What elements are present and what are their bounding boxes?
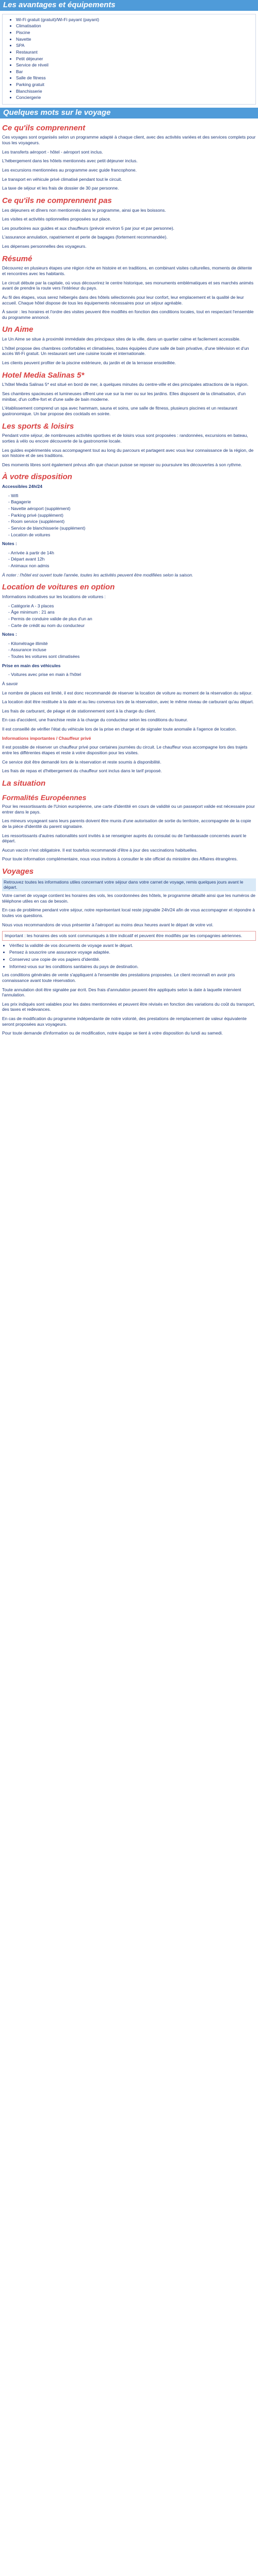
hotel-paragraph: L'hôtel propose des chambres confortables et climatisées, toutes équipées d'une salle de bain privative, d'une télévision et d'un accès Wi-Fi gratuit. Un restaurant sert une cuisine locale et internationale. <box>2 345 249 357</box>
closing-final-paragraph: Les conditions générales de vente s'appliquent à l'ensemble des prestations proposées. Le client reconnaît en avoir pris connaissance avant toute réservation. <box>2 972 235 983</box>
formalities-title: La situation <box>2 778 46 788</box>
section-title: Ce qu'ils ne comprennent pas <box>2 196 112 205</box>
closing-title: Voyages <box>2 867 34 876</box>
feature-item: • Restaurant <box>16 49 255 55</box>
summary-paragraph: Le circuit débute par la capitale, où vous découvrirez le centre historique, ses monuments emblématiques et ses marchés animés avant de prendre la route vers l'intérieur du pays. <box>2 280 254 291</box>
faq-header: Quelques mots sur le voyage <box>0 108 258 118</box>
section-paragraph: La taxe de séjour et les frais de dossier de 30 par personne. <box>2 185 119 191</box>
price-item: - Service de blanchisserie (supplément) <box>8 526 256 531</box>
summary-paragraphs <box>2 265 256 320</box>
section-paragraph: Les pourboires aux guides et aux chauffeurs (prévoir environ 5 par jour et par personne). <box>2 225 174 231</box>
section-paragraph: Le transport en véhicule privé climatisé pendant tout le circuit. <box>2 176 122 182</box>
closing-steps <box>2 943 256 970</box>
location-item: - Carte de crédit au nom du conducteur <box>8 623 256 629</box>
section-paragraph: Les excursions mentionnées au programme avec guide francophone. <box>2 167 137 173</box>
formalities-paragraphs <box>2 804 256 862</box>
feature-item: • Wi-Fi gratuit (gratuit)/Wi-Fi payant (payant) <box>16 17 255 23</box>
hotel-paragraph: L'hôtel Media Salinas 5* est situé en bord de mer, à quelques minutes du centre-ville et des principales attractions de la région. <box>2 382 249 387</box>
features-header: Les avantages et équipements <box>0 0 258 11</box>
summary-paragraph: À savoir : les horaires et l'ordre des visites peuvent être modifiés en fonction des conditions locales, tout en respectant l'ensemble du programme annoncé. <box>2 309 254 320</box>
location-paragraph: La location doit être restituée à la date et au lieu convenus lors de la réservation, avec le même niveau de carburant qu'au départ. <box>2 699 254 705</box>
location-notes <box>2 641 256 659</box>
feature-item: • Petit déjeuner <box>16 56 255 62</box>
section-paragraph: Les dépenses personnelles des voyageurs. <box>2 244 87 249</box>
location-paragraph: En cas d'accident, une franchise reste à la charge du conducteur selon les conditions du loueur. <box>2 717 188 723</box>
price-subtitle: Accessibles 24h/24 <box>2 484 42 489</box>
summary-paragraph: Au fil des étapes, vous serez hébergés dans des hôtels sélectionnés pour leur confort, leur emplacement et la qualité de leur accueil. Chaque hôtel dispose de tous les équipements nécessaires pour un séjour agréable. <box>2 294 244 306</box>
section-paragraph: L'assurance annulation, rapatriement et perte de bagages (fortement recommandée). <box>2 234 168 240</box>
price-item: - Parking privé (supplément) <box>8 513 256 518</box>
location-note: - Kilométrage illimité <box>8 641 256 647</box>
price-item: - Room service (supplément) <box>8 519 256 524</box>
features-list <box>2 14 256 105</box>
formalities-subtitle: Formalités Européennes <box>2 793 87 802</box>
hotel-paragraph: Le Un Aime se situe à proximité immédiate des principaux sites de la ville, dans un quartier calme et facilement accessible. <box>2 336 241 342</box>
closing-paragraph: Nous vous recommandons de vous présenter à l'aéroport au moins deux heures avant le départ de votre vol. <box>2 922 214 927</box>
feature-item: • Bar <box>16 69 255 75</box>
feature-item: • Climatisation <box>16 23 255 29</box>
closing-final-paragraphs <box>2 972 256 1036</box>
feature-item: • Conciergerie <box>16 95 255 100</box>
location-item: - Permis de conduire valide de plus d'un an <box>8 616 256 622</box>
location-note: - Toutes les voitures sont climatisées <box>8 654 256 659</box>
closing-step: • Pensez à souscrire une assurance voyage adaptée. <box>9 950 256 955</box>
formalities-paragraph: Pour les ressortissants de l'Union européenne, une carte d'identité en cours de validité ou un passeport valide est nécessaire pour entrer dans le pays. <box>2 804 255 815</box>
hotel-paragraph: L'établissement comprend un spa avec hammam, sauna et soins, une salle de fitness, plusieurs piscines et un restaurant gastronomique. Un bar propose des cocktails en soirée. <box>2 405 237 416</box>
feature-item: • Blanchisserie <box>16 89 255 94</box>
feature-item: • Parking gratuit <box>16 82 255 88</box>
section-paragraph: Ces voyages sont organisés selon un programme adapté à chaque client, avec des activités variées et des services complets pour tous les voyageurs. <box>2 134 256 145</box>
formalities-paragraph: Aucun vaccin n'est obligatoire. Il est toutefois recommandé d'être à jour des vaccinations habituelles. <box>2 847 198 853</box>
section-title: Ce qu'ils comprennent <box>2 123 86 132</box>
closing-final-paragraph: Les prix indiqués sont valables pour les dates mentionnées et peuvent être révisés en fonction des variations du coût du transport, des taxes et redevances. <box>2 1001 255 1012</box>
price-extra-item: - Départ avant 12h <box>8 556 256 562</box>
closing-step: • Informez-vous sur les conditions sanitaires du pays de destination. <box>9 964 256 970</box>
sections-wrap <box>2 124 256 249</box>
feature-item: • Piscine <box>16 30 255 36</box>
location-important-paragraph: Les frais de repas et d'hébergement du chauffeur sont inclus dans le tarif proposé. <box>2 768 162 774</box>
closing-paragraphs <box>2 893 256 927</box>
location-extra <box>2 672 256 677</box>
location-paragraph: Il est conseillé de vérifier l'état du véhicule lors de la prise en charge et de signaler toute anomalie à l'agence de location. <box>2 726 237 732</box>
conditions-paragraph: Pendant votre séjour, de nombreuses activités sportives et de loisirs vous sont proposées : randonnées, excursions en bateau, sorties à vélo ou encore découverte de la gastronomie locale. <box>2 433 248 444</box>
feature-item: • SPA <box>16 43 255 48</box>
page <box>0 0 258 1040</box>
location-notes-title: Notes : <box>2 632 17 637</box>
location-extra-title: Prise en main des véhicules <box>2 663 61 668</box>
hotels-wrap <box>2 325 256 416</box>
section-paragraph: L'hébergement dans les hôtels mentionnés avec petit déjeuner inclus. <box>2 158 138 164</box>
price-note: À noter : l'hôtel est ouvert toute l'année, toutes les activités peuvent être modifiées selon la saison. <box>2 572 194 578</box>
hotel-paragraph: Ses chambres spacieuses et lumineuses offrent une vue sur la mer ou sur les jardins. Elles disposent de la climatisation, d'un minibar, d'un coffre-fort et d'une salle de bain moderne. <box>2 391 246 402</box>
location-items <box>2 603 256 629</box>
location-paragraph: Le nombre de places est limité, il est donc recommandé de réserver la location de voiture au moment de la réservation du séjour. <box>2 690 253 696</box>
location-important-paragraph: Il est possible de réserver un chauffeur privé pour certaines journées du circuit. Le chauffeur vous accompagne lors des trajets entre les différentes étapes et reste à votre disposition pour les visites. <box>2 744 248 755</box>
price-items <box>2 493 256 537</box>
summary-title: Résumé <box>2 254 33 263</box>
closing-highlight: Retrouvez toutes les informations utiles concernant votre séjour dans votre carnet de voyage, remis quelques jours avant le départ. <box>2 878 256 891</box>
closing-step: • Vérifiez la validité de vos documents de voyage avant le départ. <box>9 943 256 948</box>
price-extra-item: - Animaux non admis <box>8 563 256 569</box>
location-item: - Âge minimum : 21 ans <box>8 609 256 615</box>
price-item: - Location de voitures <box>8 532 256 538</box>
location-paragraph: Les frais de carburant, de péage et de stationnement sont à la charge du client. <box>2 708 156 714</box>
location-title: Location de voitures en option <box>2 583 115 592</box>
section-paragraph: Les visites et activités optionnelles proposées sur place. <box>2 216 111 222</box>
conditions-paragraphs <box>2 433 256 467</box>
price-extra-item: - Arrivée à partir de 14h <box>8 550 256 556</box>
price-item: - Navette aéroport (supplément) <box>8 506 256 512</box>
closing-paragraph: En cas de problème pendant votre séjour, notre représentant local reste joignable 24h/24 afin de vous accompagner et répondre à toutes vos questions. <box>2 907 255 918</box>
location-extra-item: - Voitures avec prise en main à l'hôtel <box>8 672 256 677</box>
location-important-title: Informations importantes / Chauffeur privé <box>2 735 91 741</box>
feature-item: • Service de réveil <box>16 62 255 68</box>
section-paragraph: Les transferts aéroport - hôtel - aéroport sont inclus. <box>2 149 103 155</box>
price-item: - Wifi <box>8 493 256 499</box>
location-item: - Catégorie A - 3 places <box>8 603 256 609</box>
hotel-name: Hotel Media Salinas 5* <box>2 370 85 380</box>
formalities-paragraph: Pour toute information complémentaire, nous vous invitons à consulter le site officiel du ministère des Affaires étrangères. <box>2 856 238 862</box>
formalities-paragraph: Les ressortissants d'autres nationalités sont invités à se renseigner auprès du consulat ou de l'ambassade concernés avant le départ. <box>2 833 247 844</box>
conditions-paragraph: Les guides expérimentés vous accompagnent tout au long du parcours et partagent avec vous leur connaissance de la région, de son histoire et de ses traditions. <box>2 447 254 459</box>
summary-paragraph: Découvrez en plusieurs étapes une région riche en histoire et en traditions, en combinant visites culturelles, moments de détente et rencontres avec les habitants. <box>2 265 252 276</box>
formalities-paragraph: Les mineurs voyageant sans leurs parents doivent être munis d'une autorisation de sortie du territoire, accompagnée de la copie de la pièce d'identité du parent signataire. <box>2 818 251 829</box>
conditions-paragraph: Des moments libres sont également prévus afin que chacun puisse se reposer ou poursuivre les découvertes à son rythme. <box>2 462 242 467</box>
price-extra-title: Notes : <box>2 541 17 547</box>
price-item: - Bagagerie <box>8 499 256 505</box>
section-paragraph: Les déjeuners et dîners non mentionnés dans le programme, ainsi que les boissons. <box>2 207 166 213</box>
closing-step: • Conservez une copie de vos papiers d'identité. <box>9 957 256 962</box>
closing-final-paragraph: Pour toute demande d'information ou de modification, notre équipe se tient à votre disposition du lundi au samedi. <box>2 1030 223 1036</box>
price-title: À votre disposition <box>2 472 72 482</box>
hotel-name: Un Aime <box>2 325 34 334</box>
price-extra-items <box>2 550 256 569</box>
conditions-title: Les sports & loisirs <box>2 421 74 431</box>
closing-final-paragraph: En cas de modification du programme indépendante de notre volonté, des prestations de remplacement de valeur équivalente seront proposées aux voyageurs. <box>2 1016 247 1027</box>
hotel-paragraph: Les clients peuvent profiter de la piscine extérieure, du jardin et de la terrasse ensoleillée. <box>2 360 176 365</box>
feature-item: • Navette <box>16 37 255 42</box>
feature-item: • Salle de fitness <box>16 75 255 81</box>
location-important <box>2 744 256 774</box>
features-ul <box>3 17 255 100</box>
closing-paragraph: Votre carnet de voyage contient les horaires des vols, les coordonnées des hôtels, le programme détaillé ainsi que les numéros de téléphone utiles en cas de besoin. <box>2 893 255 904</box>
location-intro: Informations indicatives sur les locations de voitures : <box>2 594 106 599</box>
location-paragraph: À savoir <box>2 681 18 686</box>
closing-notice: Important : les horaires des vols sont communiqués à titre indicatif et peuvent être modifiés par les compagnies aériennes. <box>2 931 256 941</box>
location-paragraphs <box>2 681 256 732</box>
location-important-paragraph: Ce service doit être demandé lors de la réservation et reste soumis à disponibilité. <box>2 759 162 765</box>
closing-final-paragraph: Toute annulation doit être signalée par écrit. Des frais d'annulation peuvent être appliqués selon la date à laquelle intervient l'annulation. <box>2 987 241 998</box>
location-note: - Assurance incluse <box>8 647 256 653</box>
